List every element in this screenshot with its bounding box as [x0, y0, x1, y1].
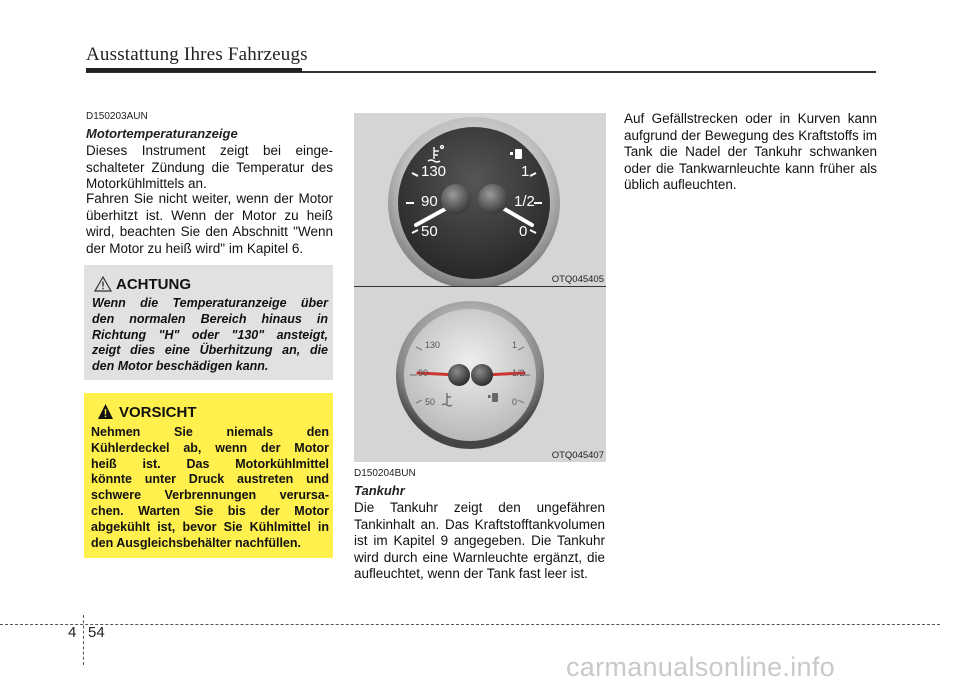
- section-code: D150204BUN: [354, 468, 416, 479]
- vorsicht-box: [84, 393, 333, 558]
- section-heading: Tankuhr: [354, 483, 405, 498]
- text-line: Kühlerdeckel ab, wenn der Motor: [91, 440, 329, 455]
- achtung-text: [92, 296, 328, 375]
- text-line: chen. Warten Sie bis der Motor: [91, 503, 329, 518]
- header-title: Ausstattung Ihres Fahrzeugs: [86, 44, 308, 65]
- text-line: heiß ist. Das Motorkühlmittel: [91, 456, 329, 471]
- achtung-title: ACHTUNG: [116, 276, 191, 293]
- temp-label-90: 90: [418, 368, 429, 378]
- text-line: könnte unter Druck austreten und: [91, 472, 329, 487]
- chapter-number: 4: [68, 624, 77, 641]
- fuel-label-full: 1: [512, 340, 518, 350]
- text-line: den normalen Bereich hinaus in: [92, 311, 328, 326]
- section-code: D150203AUN: [86, 111, 148, 122]
- footer-separator: [83, 615, 84, 665]
- warning-triangle-icon: [94, 276, 112, 292]
- text-line: schwere Verbrennungen verursa-: [91, 488, 329, 503]
- gauge-figure-bottom: [354, 287, 606, 462]
- instrument-cluster-image: [354, 287, 606, 462]
- gauge-figure-top: [354, 113, 606, 286]
- figure-caption: OTQ045407: [551, 450, 604, 461]
- figure-caption: OTQ045405: [551, 274, 604, 285]
- text-line: den Ausgleichsbehälter nachfüllen.: [91, 535, 301, 550]
- text-line: Richtung "H" oder "130" ansteigt,: [92, 327, 328, 342]
- text-line: den Motor beschädigen kann.: [92, 359, 269, 374]
- watermark: carmanualsonline.info: [566, 652, 835, 682]
- paragraph: Auf Gefällstrecken oder in Kurven kann aufgrund der Bewegung des Kraftstoffs im Tank die Nadel der Tankuhr schwanken oder die Tankwarnleuchte kann früher als üblich aufleuchten.: [624, 111, 877, 192]
- fuel-label-half: 1/2: [512, 368, 525, 378]
- temp-label-50: 50: [425, 397, 436, 407]
- text-line: Wenn die Temperaturanzeige über: [92, 296, 328, 310]
- fuel-label-half: 1/2: [514, 193, 535, 210]
- text-line: abgekühlt ist, bevor Sie Kühlmittel in: [91, 519, 329, 534]
- footer-rule: [0, 624, 940, 625]
- warning-triangle-icon: [97, 403, 114, 420]
- page-number: 54: [88, 624, 105, 641]
- header-rule-accent: [86, 68, 302, 72]
- text-line: Nehmen Sie niemals den: [91, 425, 329, 439]
- paragraph: Fahren Sie nicht weiter, wenn der Motor überhitzt ist. Wenn der Motor zu heiß wird, beachten Sie den Abschnitt "Wenn der Motor zu heiß wird" im Kapitel 6.: [86, 191, 333, 256]
- fuel-label-full: 1: [521, 163, 530, 180]
- vorsicht-title: VORSICHT: [119, 404, 197, 421]
- section-heading: Motortemperaturanzeige: [86, 126, 238, 141]
- paragraph: Die Tankuhr zeigt den ungefähren Tankinhalt an. Das Kraftstofftankvolumen ist im Kapitel 9 angegeben. Die Tankuhr wird durch eine Warnleuchte ergänzt, die aufleuchtet, wenn der Tank fast leer ist.: [354, 500, 605, 581]
- paragraph: Dieses Instrument zeigt bei einge-schalteter Zündung die Temperatur des Motorkühlmittels an.: [86, 143, 333, 191]
- instrument-cluster-image: [354, 113, 606, 286]
- temp-label-90: 90: [421, 193, 438, 210]
- fuel-label-empty: 0: [519, 223, 528, 240]
- fuel-label-empty: 0: [512, 397, 518, 407]
- temp-label-130: 130: [421, 163, 447, 180]
- vorsicht-text: [91, 425, 329, 551]
- temp-label-130: 130: [425, 340, 441, 350]
- temp-label-50: 50: [421, 223, 438, 240]
- text-line: zeigt dies eine Überhitzung an, die: [92, 343, 328, 358]
- achtung-box: [84, 265, 333, 380]
